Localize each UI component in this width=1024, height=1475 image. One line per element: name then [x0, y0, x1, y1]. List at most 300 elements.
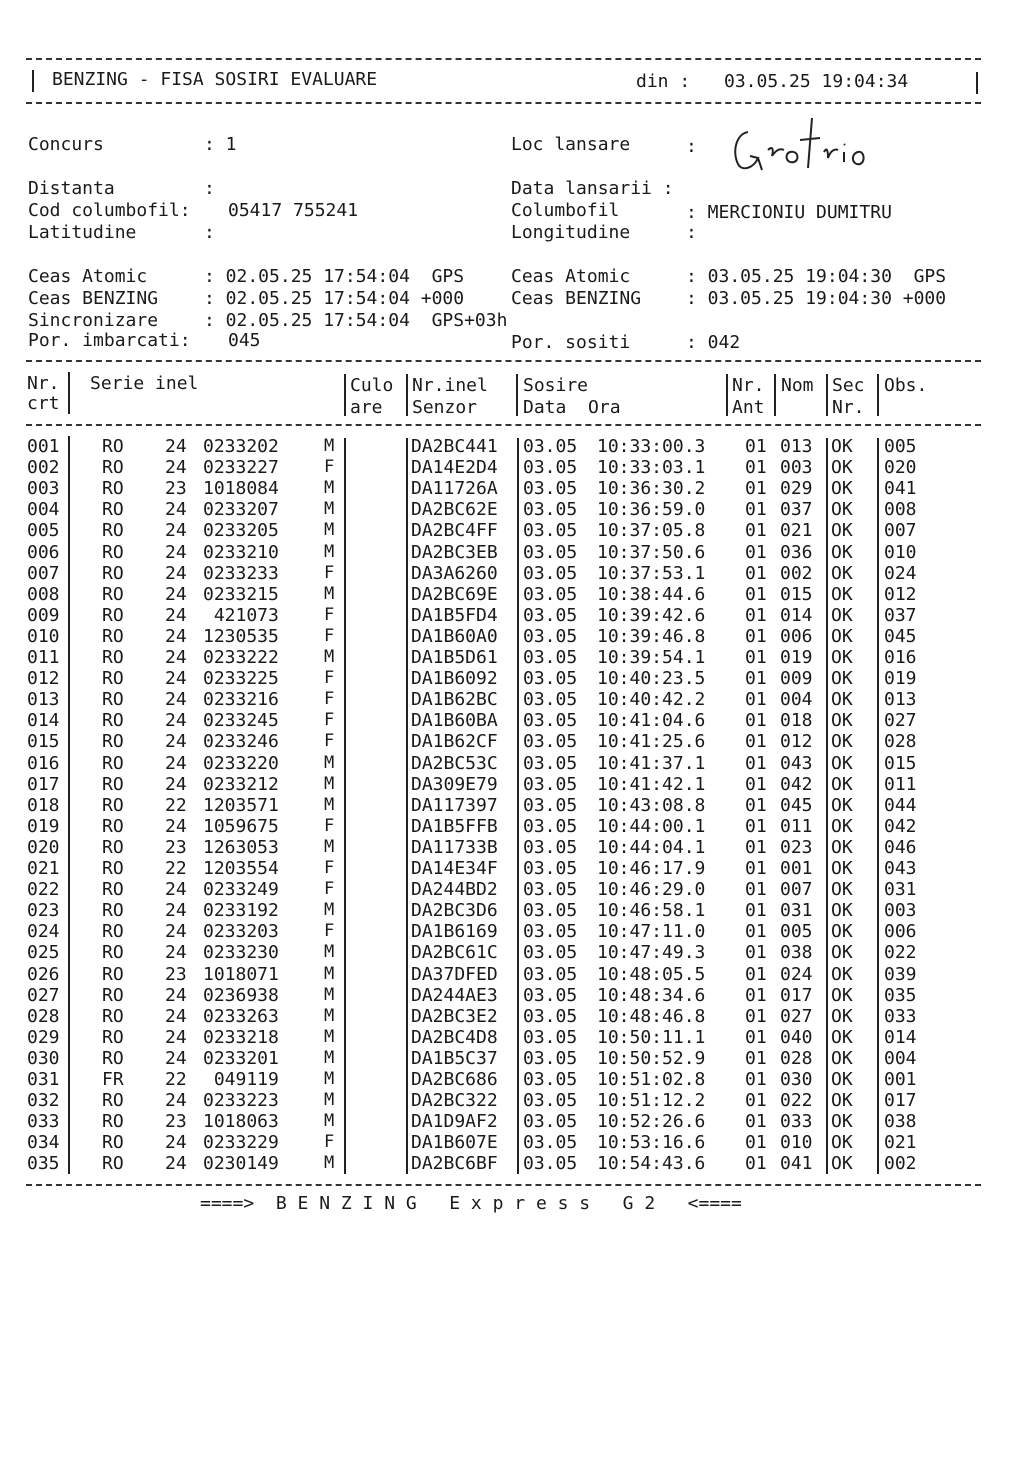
cell-ant: 01	[745, 858, 767, 879]
cell-obs: 011	[884, 773, 917, 795]
cell-sec: OK	[831, 457, 853, 479]
table-row	[0, 436, 1024, 457]
header-bottom-rule	[26, 102, 981, 104]
hdr-sep-3	[406, 374, 408, 416]
table-row	[0, 774, 1024, 795]
cell-data: 03.05	[523, 625, 578, 647]
cod-columbofil-value: 05417 755241	[228, 200, 359, 221]
cell-an: 24	[165, 625, 187, 647]
cell-inel: 0233215	[203, 583, 279, 605]
cell-tara: RO	[102, 921, 124, 943]
cell-ora: 10:41:42.1	[597, 773, 706, 795]
cell-inel: 0233201	[203, 1047, 279, 1069]
cell-senzor: DA1B5C37	[411, 1047, 498, 1069]
table-top-rule	[26, 360, 981, 362]
table-row	[0, 731, 1024, 752]
cell-tara: RO	[102, 773, 124, 795]
cell-data: 03.05	[523, 478, 578, 500]
cell-tara: RO	[102, 668, 124, 690]
cell-inel: 0233227	[203, 457, 279, 479]
table-row	[0, 1132, 1024, 1153]
cell-sex: M	[324, 520, 335, 541]
cell-sex: F	[324, 710, 335, 731]
cell-nom: 014	[780, 604, 813, 626]
cell-sec: OK	[831, 647, 853, 668]
cell-nr: 009	[27, 604, 60, 626]
cell-sex: F	[324, 457, 335, 478]
cell-ora: 10:37:50.6	[597, 541, 706, 563]
cell-inel: 0233229	[203, 1132, 279, 1154]
cell-an: 24	[165, 457, 187, 479]
cell-ora: 10:40:23.5	[597, 668, 706, 690]
por-sositi-label: Por. sositi	[511, 332, 631, 353]
cell-nom: 029	[780, 478, 813, 500]
cell-senzor: DA2BC62E	[411, 499, 498, 521]
cell-ora: 10:51:02.8	[597, 1069, 706, 1090]
cell-ora: 10:36:30.2	[597, 478, 706, 500]
cell-sex: M	[324, 1111, 335, 1132]
cell-sex: M	[324, 836, 335, 857]
cell-obs: 007	[884, 520, 917, 542]
cell-obs: 002	[884, 1153, 917, 1175]
cell-an: 24	[165, 689, 187, 711]
cell-data: 03.05	[523, 879, 578, 901]
cell-nr: 032	[27, 1090, 60, 1112]
cell-nr: 024	[27, 921, 60, 943]
cell-ant: 01	[745, 794, 767, 816]
cell-an: 24	[165, 1026, 187, 1048]
cell-tara: RO	[102, 541, 124, 563]
cell-data: 03.05	[523, 668, 578, 690]
cell-senzor: DA244AE3	[411, 984, 498, 1006]
cell-ant: 01	[745, 647, 767, 668]
hdr-sep-5	[726, 374, 728, 416]
cell-sec: OK	[831, 1153, 853, 1175]
cell-tara: RO	[102, 604, 124, 626]
hdr-sep-6	[774, 374, 776, 416]
cell-obs: 016	[884, 647, 917, 668]
cell-nom: 012	[780, 731, 813, 753]
cell-inel: 0233230	[203, 942, 279, 964]
cell-ora: 10:38:44.6	[597, 583, 706, 605]
col-nr-crt-1: Nr.	[27, 373, 60, 394]
cell-sec: OK	[831, 1132, 853, 1154]
cell-inel: 0230149	[203, 1153, 279, 1175]
cell-nom: 019	[780, 647, 813, 668]
cell-sex: M	[324, 773, 335, 794]
cell-an: 24	[165, 520, 187, 542]
cell-ora: 10:46:29.0	[597, 879, 706, 901]
cell-tara: RO	[102, 583, 124, 605]
col-sec-2: Nr.	[832, 397, 865, 418]
cell-sex: M	[324, 541, 335, 562]
cell-tara: RO	[102, 1153, 124, 1175]
cell-inel: 421073	[203, 604, 279, 626]
cell-ant: 01	[745, 457, 767, 479]
cell-an: 24	[165, 668, 187, 690]
cell-ant: 01	[745, 583, 767, 605]
hdr-sep-2	[344, 374, 346, 416]
table-row	[0, 478, 1024, 499]
cell-tara: RO	[102, 900, 124, 922]
cell-senzor: DA1B6092	[411, 668, 498, 690]
cell-obs: 019	[884, 668, 917, 690]
cell-nom: 002	[780, 562, 813, 584]
cell-nom: 022	[780, 1090, 813, 1112]
cell-senzor: DA14E2D4	[411, 457, 498, 479]
hdr-sep-8	[877, 374, 879, 416]
cell-an: 24	[165, 1153, 187, 1175]
cell-obs: 024	[884, 562, 917, 584]
cell-senzor: DA2BC4D8	[411, 1026, 498, 1048]
cell-sex: F	[324, 562, 335, 583]
ceas-atomic-left-label: Ceas Atomic	[28, 266, 148, 287]
table-row	[0, 1006, 1024, 1027]
cell-data: 03.05	[523, 942, 578, 964]
cell-ora: 10:47:11.0	[597, 921, 706, 943]
cell-obs: 044	[884, 794, 917, 816]
cell-nom: 023	[780, 836, 813, 858]
cell-ant: 01	[745, 1069, 767, 1090]
table-row	[0, 816, 1024, 837]
cell-nr: 015	[27, 731, 60, 753]
cell-sex: M	[324, 942, 335, 963]
table-row	[0, 1048, 1024, 1069]
cell-ora: 10:46:58.1	[597, 900, 706, 922]
cell-senzor: DA2BC3EB	[411, 541, 498, 563]
cell-sec: OK	[831, 689, 853, 711]
cell-senzor: DA1B607E	[411, 1132, 498, 1154]
cell-obs: 045	[884, 625, 917, 647]
cell-sex: F	[324, 731, 335, 752]
cell-data: 03.05	[523, 647, 578, 668]
header-top-rule	[26, 58, 981, 60]
cell-inel: 1263053	[203, 836, 279, 858]
cell-data: 03.05	[523, 1026, 578, 1048]
cell-nr: 031	[27, 1069, 60, 1090]
cell-sec: OK	[831, 858, 853, 879]
cell-data: 03.05	[523, 562, 578, 584]
cell-tara: RO	[102, 436, 124, 457]
cell-data: 03.05	[523, 710, 578, 732]
cell-ora: 10:47:49.3	[597, 942, 706, 964]
cell-data: 03.05	[523, 752, 578, 774]
cell-senzor: DA11733B	[411, 836, 498, 858]
cell-ant: 01	[745, 499, 767, 521]
cell-data: 03.05	[523, 984, 578, 1006]
hdr-sep-4	[516, 374, 518, 416]
cell-nom: 017	[780, 984, 813, 1006]
table-row	[0, 942, 1024, 963]
cell-sex: M	[324, 647, 335, 667]
cell-data: 03.05	[523, 1005, 578, 1027]
table-row	[0, 921, 1024, 942]
cell-ora: 10:36:59.0	[597, 499, 706, 521]
cell-tara: RO	[102, 1047, 124, 1069]
cell-tara: RO	[102, 1005, 124, 1027]
cell-nr: 025	[27, 942, 60, 964]
cell-an: 24	[165, 900, 187, 922]
cell-nr: 035	[27, 1153, 60, 1175]
cell-ant: 01	[745, 942, 767, 964]
cell-inel: 0233245	[203, 710, 279, 732]
cell-ora: 10:53:16.6	[597, 1132, 706, 1154]
cell-senzor: DA2BC53C	[411, 752, 498, 774]
cell-obs: 028	[884, 731, 917, 753]
cell-nom: 011	[780, 815, 813, 837]
cell-inel: 1059675	[203, 815, 279, 837]
cell-nr: 004	[27, 499, 60, 521]
cell-nr: 022	[27, 879, 60, 901]
cell-sex: F	[324, 815, 335, 836]
cell-senzor: DA1B60BA	[411, 710, 498, 732]
cell-ora: 10:50:11.1	[597, 1026, 706, 1048]
cell-data: 03.05	[523, 520, 578, 542]
cell-ant: 01	[745, 815, 767, 837]
cell-an: 24	[165, 1090, 187, 1112]
cell-inel: 0233222	[203, 647, 279, 668]
cell-nom: 010	[780, 1132, 813, 1154]
cell-sex: M	[324, 984, 335, 1005]
cell-inel: 0233216	[203, 689, 279, 711]
cell-ant: 01	[745, 900, 767, 922]
col-nr-crt-2: crt	[27, 393, 60, 414]
cell-sec: OK	[831, 562, 853, 584]
cell-ora: 10:39:54.1	[597, 647, 706, 668]
cell-tara: RO	[102, 942, 124, 964]
cell-sec: OK	[831, 625, 853, 647]
cell-tara: RO	[102, 562, 124, 584]
cell-tara: RO	[102, 836, 124, 858]
cell-senzor: DA2BC6BF	[411, 1153, 498, 1175]
cell-inel: 0233220	[203, 752, 279, 774]
cell-tara: RO	[102, 731, 124, 753]
cell-ant: 01	[745, 1047, 767, 1069]
cell-data: 03.05	[523, 1153, 578, 1175]
cell-an: 24	[165, 921, 187, 943]
cell-inel: 0233263	[203, 1005, 279, 1027]
cell-sec: OK	[831, 520, 853, 542]
cell-tara: RO	[102, 520, 124, 542]
cell-data: 03.05	[523, 436, 578, 457]
cell-an: 24	[165, 879, 187, 901]
cell-nr: 034	[27, 1132, 60, 1154]
cell-ora: 10:39:46.8	[597, 625, 706, 647]
table-row	[0, 837, 1024, 858]
table-row	[0, 858, 1024, 879]
cell-tara: RO	[102, 1132, 124, 1154]
cell-ant: 01	[745, 520, 767, 542]
cell-ant: 01	[745, 1132, 767, 1154]
cell-data: 03.05	[523, 457, 578, 479]
cell-nom: 027	[780, 1005, 813, 1027]
data-lansarii-label: Data lansarii :	[511, 178, 674, 199]
cell-obs: 017	[884, 1090, 917, 1112]
cell-senzor: DA2BC61C	[411, 942, 498, 964]
cell-an: 22	[165, 794, 187, 816]
cell-an: 24	[165, 752, 187, 774]
cell-an: 24	[165, 1132, 187, 1154]
cell-data: 03.05	[523, 604, 578, 626]
loc-lansare-handwriting	[728, 112, 878, 178]
table-row	[0, 520, 1024, 541]
latitudine-label: Latitudine	[28, 222, 137, 243]
cell-nom: 031	[780, 900, 813, 922]
cell-inel: 1203554	[203, 858, 279, 879]
cell-ora: 10:44:04.1	[597, 836, 706, 858]
cod-columbofil-label: Cod columbofil:	[28, 200, 191, 221]
ceas-benzing-left-label: Ceas BENZING	[28, 288, 159, 309]
col-sosire-1: Sosire	[523, 375, 589, 396]
cell-senzor: DA2BC322	[411, 1090, 498, 1112]
col-sec-1: Sec	[832, 375, 865, 396]
cell-nr: 028	[27, 1005, 60, 1027]
cell-an: 24	[165, 942, 187, 964]
table-row	[0, 795, 1024, 816]
cell-ora: 10:33:00.3	[597, 436, 706, 457]
cell-ora: 10:44:00.1	[597, 815, 706, 837]
sincronizare-value: : 02.05.25 17:54:04 GPS+03h	[204, 310, 508, 331]
cell-tara: FR	[102, 1069, 124, 1090]
cell-nr: 008	[27, 583, 60, 605]
cell-nom: 006	[780, 625, 813, 647]
cell-tara: RO	[102, 858, 124, 879]
cell-ant: 01	[745, 604, 767, 626]
header-left-bar	[32, 70, 34, 92]
table-row	[0, 1153, 1024, 1174]
cell-sex: F	[324, 858, 335, 878]
cell-data: 03.05	[523, 689, 578, 711]
cell-ant: 01	[745, 1111, 767, 1133]
cell-an: 24	[165, 604, 187, 626]
cell-nom: 030	[780, 1069, 813, 1090]
cell-obs: 005	[884, 436, 917, 457]
table-header-rule	[26, 424, 981, 426]
cell-senzor: DA1B60A0	[411, 625, 498, 647]
cell-an: 24	[165, 773, 187, 795]
cell-ora: 10:41:37.1	[597, 752, 706, 774]
concurs-value: : 1	[204, 134, 237, 155]
cell-sec: OK	[831, 1047, 853, 1069]
cell-obs: 027	[884, 710, 917, 732]
cell-nr: 005	[27, 520, 60, 542]
cell-inel: 0233233	[203, 562, 279, 584]
cell-ant: 01	[745, 436, 767, 457]
cell-ant: 01	[745, 773, 767, 795]
body-sep-4	[517, 438, 519, 1174]
cell-inel: 1230535	[203, 625, 279, 647]
cell-senzor: DA1D9AF2	[411, 1111, 498, 1133]
cell-ora: 10:52:26.6	[597, 1111, 706, 1133]
col-culoare-1: Culo	[350, 375, 394, 396]
cell-senzor: DA2BC3E2	[411, 1005, 498, 1027]
cell-data: 03.05	[523, 1090, 578, 1112]
table-row	[0, 985, 1024, 1006]
cell-data: 03.05	[523, 1132, 578, 1154]
table-row	[0, 900, 1024, 921]
col-nom: Nom	[781, 375, 814, 396]
table-row	[0, 689, 1024, 710]
table-row	[0, 1069, 1024, 1090]
cell-ora: 10:48:34.6	[597, 984, 706, 1006]
cell-data: 03.05	[523, 731, 578, 753]
cell-nr: 027	[27, 984, 60, 1006]
cell-an: 24	[165, 1005, 187, 1027]
cell-inel: 0233225	[203, 668, 279, 690]
cell-an: 24	[165, 541, 187, 563]
cell-nom: 004	[780, 689, 813, 711]
cell-nr: 016	[27, 752, 60, 774]
cell-tara: RO	[102, 478, 124, 500]
cell-obs: 041	[884, 478, 917, 500]
cell-data: 03.05	[523, 1047, 578, 1069]
cell-nr: 019	[27, 815, 60, 837]
cell-nr: 001	[27, 436, 60, 457]
cell-senzor: DA244BD2	[411, 879, 498, 901]
table-row	[0, 879, 1024, 900]
cell-senzor: DA309E79	[411, 773, 498, 795]
hdr-sep-1	[68, 372, 70, 414]
footer-brand: ====> B E N Z I N G E x p r e s s G 2 <====	[200, 1193, 742, 1214]
body-sep-5	[826, 438, 828, 1174]
cell-sec: OK	[831, 499, 853, 521]
cell-nom: 015	[780, 583, 813, 605]
table-row	[0, 710, 1024, 731]
cell-sec: OK	[831, 900, 853, 922]
ceas-benzing-right-label: Ceas BENZING	[511, 288, 642, 309]
cell-inel: 0233218	[203, 1026, 279, 1048]
cell-ant: 01	[745, 478, 767, 500]
cell-an: 23	[165, 836, 187, 858]
cell-sex: F	[324, 921, 335, 942]
cell-nr: 030	[27, 1047, 60, 1069]
cell-sex: F	[324, 625, 335, 646]
cell-nr: 014	[27, 710, 60, 732]
cell-sec: OK	[831, 436, 853, 457]
cell-nr: 012	[27, 668, 60, 690]
cell-senzor: DA2BC441	[411, 436, 498, 457]
cell-inel: 0233210	[203, 541, 279, 563]
cell-nom: 021	[780, 520, 813, 542]
cell-sex: M	[324, 1026, 335, 1047]
cell-ant: 01	[745, 984, 767, 1006]
cell-obs: 013	[884, 689, 917, 711]
por-sositi-value: : 042	[686, 332, 741, 353]
cell-senzor: DA1B5FD4	[411, 604, 498, 626]
loc-lansare-label: Loc lansare	[511, 134, 631, 155]
body-sep-6	[877, 438, 879, 1174]
cell-data: 03.05	[523, 858, 578, 879]
cell-data: 03.05	[523, 963, 578, 985]
cell-ant: 01	[745, 1153, 767, 1175]
ceas-atomic-right-value: : 03.05.25 19:04:30 GPS	[686, 266, 947, 287]
cell-obs: 021	[884, 1132, 917, 1154]
col-culoare-2: are	[350, 397, 383, 418]
cell-nom: 040	[780, 1026, 813, 1048]
table-row	[0, 499, 1024, 520]
cell-nom: 009	[780, 668, 813, 690]
cell-obs: 039	[884, 963, 917, 985]
cell-tara: RO	[102, 1090, 124, 1112]
cell-an: 24	[165, 583, 187, 605]
cell-ant: 01	[745, 710, 767, 732]
cell-nr: 021	[27, 858, 60, 879]
cell-obs: 031	[884, 879, 917, 901]
cell-ora: 10:51:12.2	[597, 1090, 706, 1112]
cell-obs: 035	[884, 984, 917, 1006]
cell-an: 23	[165, 1111, 187, 1133]
ceas-atomic-left-value: : 02.05.25 17:54:04 GPS	[204, 266, 465, 287]
